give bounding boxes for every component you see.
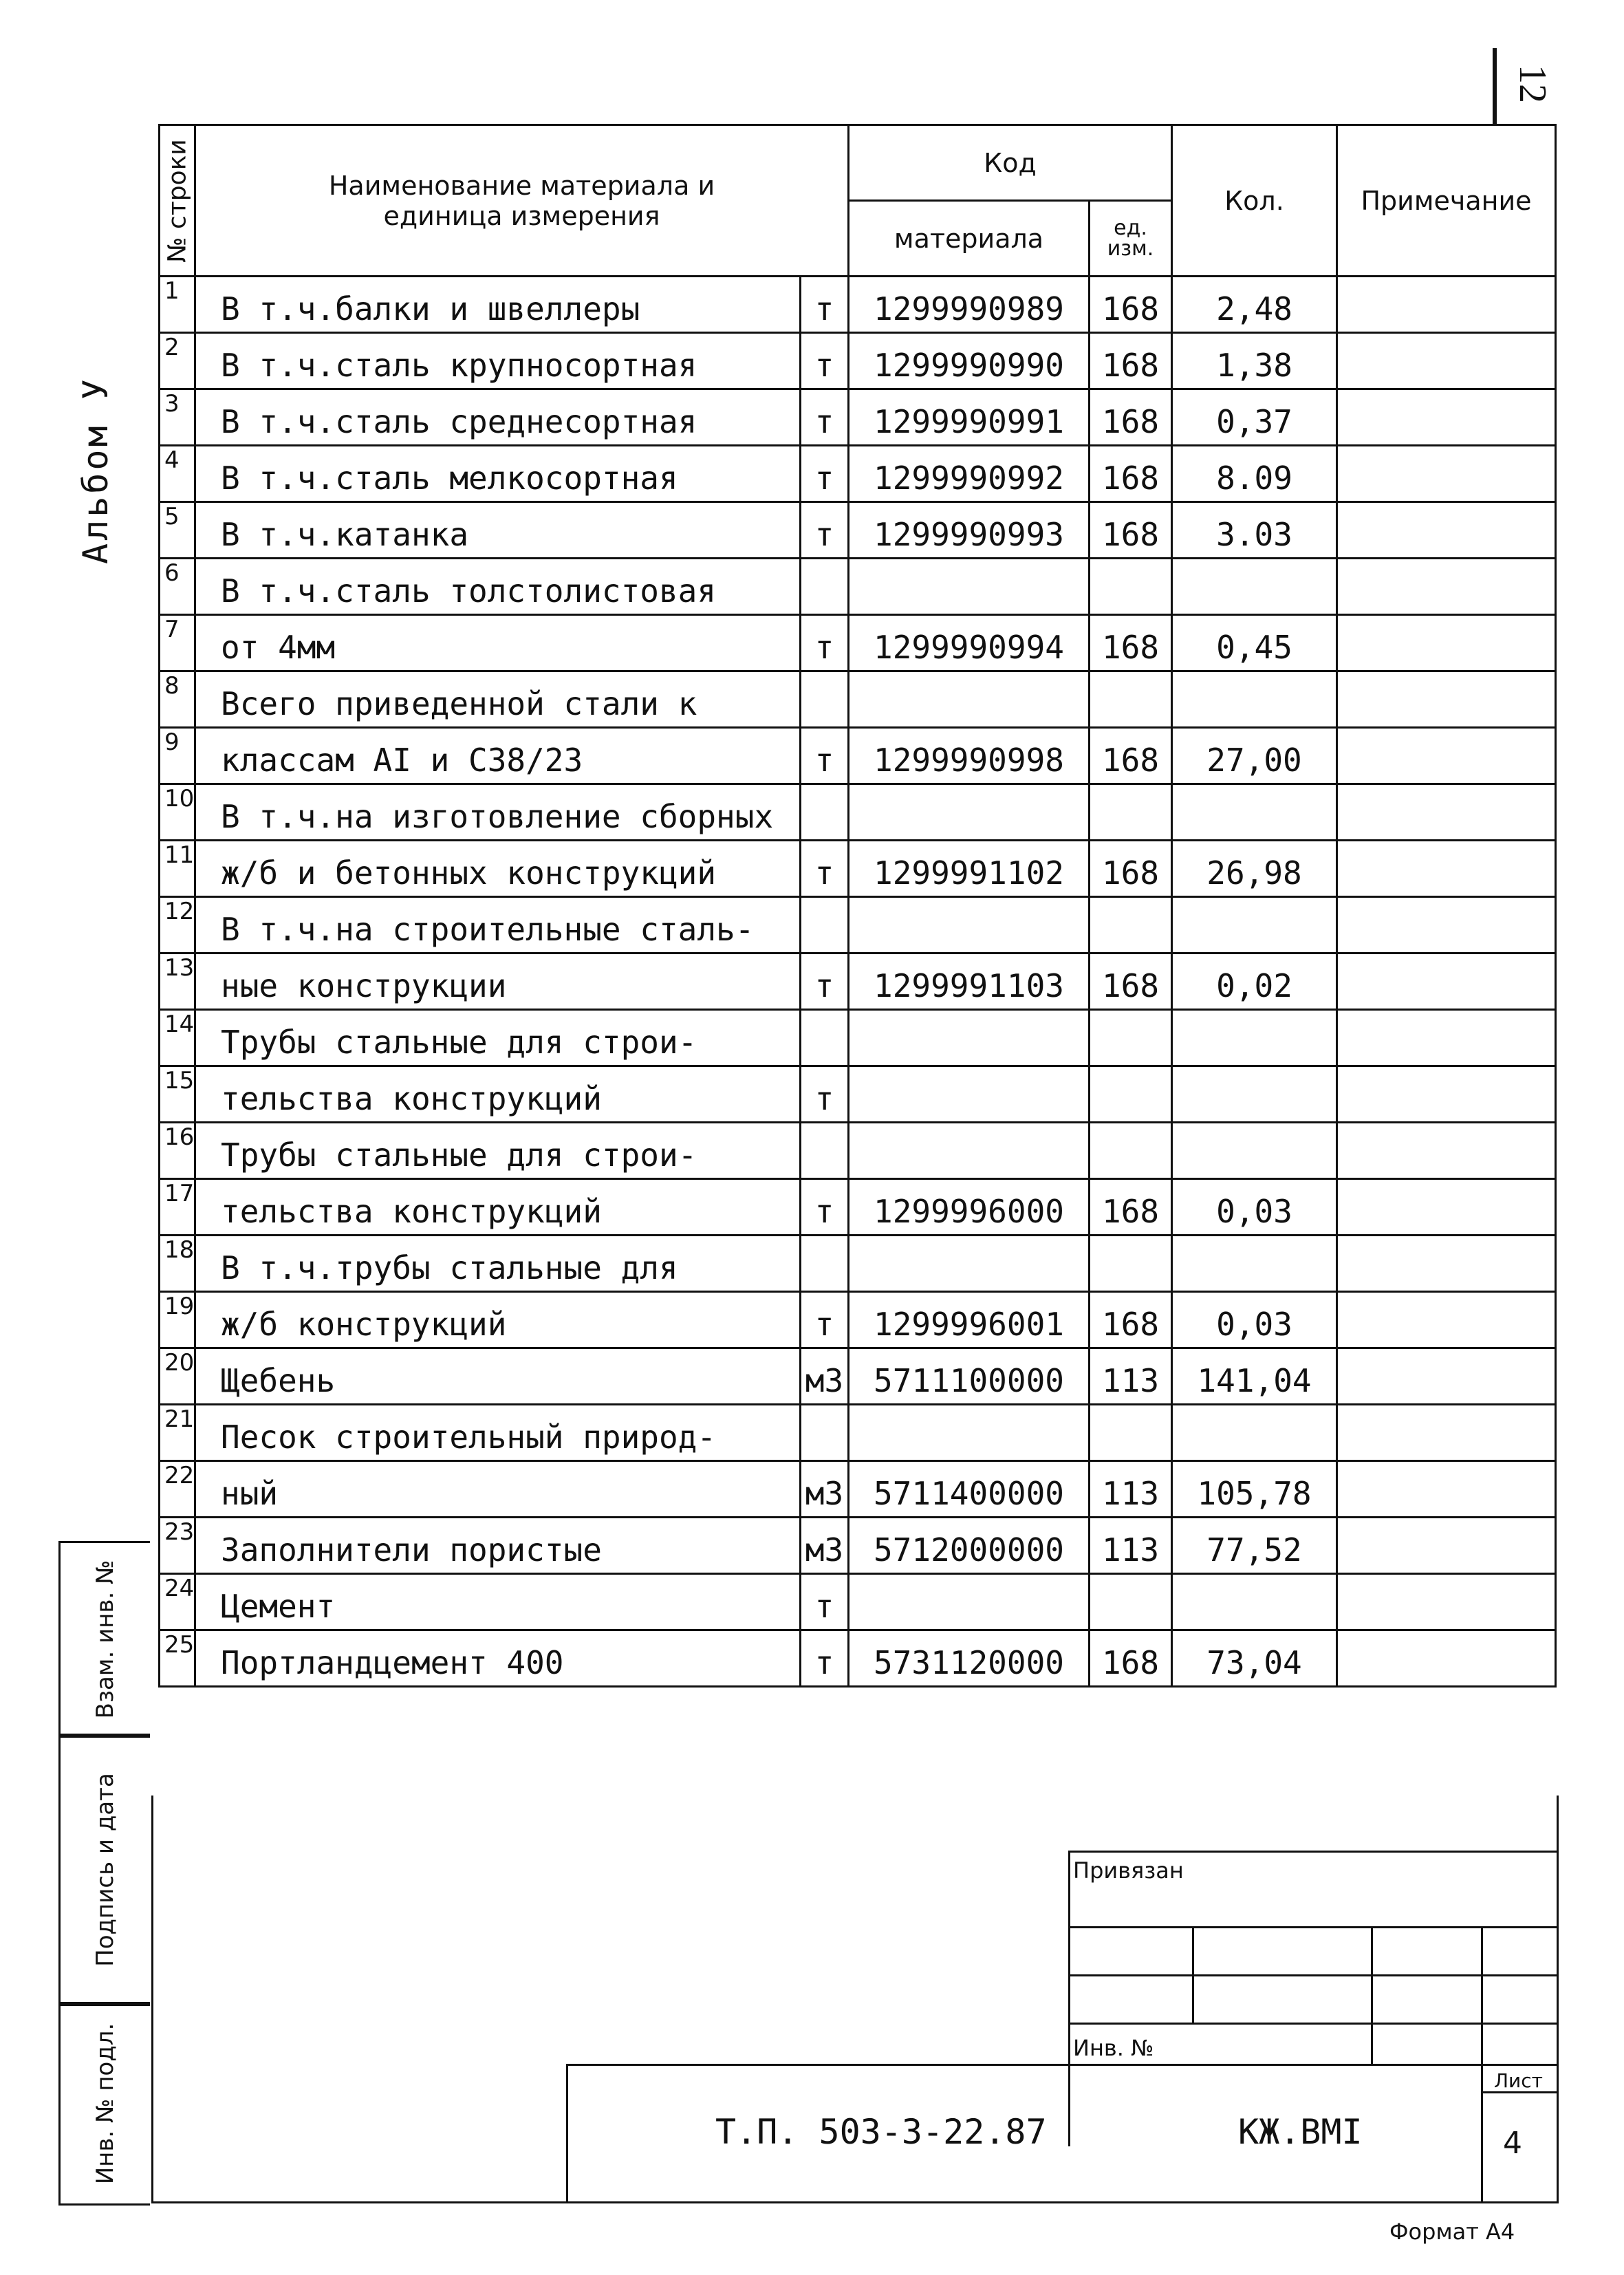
row-unit: т: [801, 953, 849, 1010]
row-unit: [801, 559, 849, 615]
row-unit: [801, 1010, 849, 1066]
row-material-code: [849, 1236, 1090, 1292]
materials-table: [158, 124, 1557, 1688]
row-unit: [801, 1405, 849, 1461]
table-row: [160, 671, 1556, 728]
row-number: 16: [160, 1123, 195, 1179]
row-quantity: 0,37: [1172, 389, 1337, 446]
row-note: [1337, 559, 1556, 615]
row-name: В т.ч.сталь среднесортная: [195, 389, 801, 446]
row-note: [1337, 333, 1556, 389]
row-name: ж/б конструкций: [195, 1292, 801, 1348]
row-name: от 4мм: [195, 615, 801, 671]
row-quantity: 77,52: [1172, 1518, 1337, 1574]
row-number: 1: [160, 277, 195, 333]
row-name: В т.ч.на изготовление сборных: [195, 784, 801, 841]
row-material-code: 1299990992: [849, 446, 1090, 502]
row-unit-code: [1090, 784, 1172, 841]
row-material-code: 1299990993: [849, 502, 1090, 559]
row-material-code: 1299996000: [849, 1179, 1090, 1236]
header-code: Код: [849, 125, 1172, 201]
row-unit: т: [801, 446, 849, 502]
table-row: [160, 1630, 1556, 1687]
row-number: 15: [160, 1066, 195, 1123]
row-unit-code: [1090, 671, 1172, 728]
row-name: ж/б и бетонных конструкций: [195, 841, 801, 897]
stamp-inv-no: Инв. №: [1073, 2035, 1154, 2061]
row-number: 6: [160, 559, 195, 615]
row-note: [1337, 389, 1556, 446]
table-row: [160, 1066, 1556, 1123]
header-unit-line2: изм.: [1107, 236, 1154, 261]
row-note: [1337, 897, 1556, 953]
row-material-code: 1299990991: [849, 389, 1090, 446]
row-material-code: 1299991103: [849, 953, 1090, 1010]
row-note: [1337, 277, 1556, 333]
row-number: 10: [160, 784, 195, 841]
stamp-privyazan: Привязан: [1073, 1857, 1184, 1884]
row-name: Заполнители пористые: [195, 1518, 801, 1574]
row-name: тельства конструкций: [195, 1066, 801, 1123]
header-unit-line1: ед.: [1114, 215, 1147, 240]
row-quantity: 26,98: [1172, 841, 1337, 897]
row-note: [1337, 841, 1556, 897]
row-note: [1337, 728, 1556, 784]
page-number: 12: [1511, 65, 1554, 103]
row-unit-code: 113: [1090, 1518, 1172, 1574]
row-material-code: 5711400000: [849, 1461, 1090, 1518]
row-note: [1337, 502, 1556, 559]
row-unit-code: [1090, 559, 1172, 615]
header-name: [195, 125, 849, 277]
row-material-code: [849, 1405, 1090, 1461]
row-unit-code: 168: [1090, 615, 1172, 671]
side-label-podpis: Подпись и дата: [91, 1773, 119, 1967]
header-row-top: [160, 125, 1556, 201]
row-note: [1337, 1518, 1556, 1574]
table-row: [160, 502, 1556, 559]
row-quantity: 0,03: [1172, 1292, 1337, 1348]
table-row: [160, 1010, 1556, 1066]
row-quantity: [1172, 1066, 1337, 1123]
row-material-code: [849, 1010, 1090, 1066]
row-note: [1337, 1292, 1556, 1348]
row-material-code: [849, 671, 1090, 728]
row-name: ный: [195, 1461, 801, 1518]
stamp-sheet-label: Лист: [1494, 2069, 1543, 2092]
row-note: [1337, 1123, 1556, 1179]
stamp-sheet-number: 4: [1503, 2126, 1522, 2161]
row-number: 21: [160, 1405, 195, 1461]
row-quantity: [1172, 1123, 1337, 1179]
row-material-code: [849, 1066, 1090, 1123]
row-material-code: 1299990989: [849, 277, 1090, 333]
row-unit-code: [1090, 897, 1172, 953]
table-row: [160, 559, 1556, 615]
table-row: [160, 1292, 1556, 1348]
row-material-code: 1299990998: [849, 728, 1090, 784]
row-unit-code: [1090, 1123, 1172, 1179]
row-number: 23: [160, 1518, 195, 1574]
row-quantity: 0,03: [1172, 1179, 1337, 1236]
stamp-document-number: Т.П. 503-3-22.87: [715, 2112, 1047, 2152]
row-material-code: 1299991102: [849, 841, 1090, 897]
row-name: ные конструкции: [195, 953, 801, 1010]
row-quantity: [1172, 1574, 1337, 1630]
header-unit: [1090, 201, 1172, 277]
table-row: [160, 1574, 1556, 1630]
table-row: [160, 333, 1556, 389]
row-name: В т.ч.сталь толстолистовая: [195, 559, 801, 615]
row-unit-code: 113: [1090, 1348, 1172, 1405]
row-name: Цемент: [195, 1574, 801, 1630]
row-unit-code: 168: [1090, 1179, 1172, 1236]
row-name: В т.ч.сталь крупносортная: [195, 333, 801, 389]
row-unit: т: [801, 728, 849, 784]
row-quantity: [1172, 671, 1337, 728]
row-quantity: [1172, 784, 1337, 841]
row-unit: т: [801, 389, 849, 446]
row-unit: м3: [801, 1518, 849, 1574]
row-unit-code: [1090, 1010, 1172, 1066]
row-name: Песок строительный природ-: [195, 1405, 801, 1461]
table-row: [160, 446, 1556, 502]
row-quantity: 2,48: [1172, 277, 1337, 333]
row-unit: т: [801, 615, 849, 671]
row-unit: м3: [801, 1461, 849, 1518]
row-quantity: 141,04: [1172, 1348, 1337, 1405]
header-name-line2: единица измерения: [383, 200, 660, 231]
row-unit-code: [1090, 1574, 1172, 1630]
row-unit: т: [801, 1574, 849, 1630]
table-row: [160, 1348, 1556, 1405]
row-unit-code: 168: [1090, 1630, 1172, 1687]
row-material-code: [849, 559, 1090, 615]
table-row: [160, 1123, 1556, 1179]
table-row: [160, 1179, 1556, 1236]
side-box-podpis: [58, 1734, 150, 2006]
row-unit: т: [801, 1066, 849, 1123]
stamp-document-code: КЖ.ВМI: [1238, 2112, 1363, 2152]
row-note: [1337, 1179, 1556, 1236]
table-row: [160, 615, 1556, 671]
row-number: 5: [160, 502, 195, 559]
row-number: 8: [160, 671, 195, 728]
row-unit: т: [801, 1630, 849, 1687]
row-quantity: 105,78: [1172, 1461, 1337, 1518]
table-row: [160, 784, 1556, 841]
row-number: 24: [160, 1574, 195, 1630]
row-name: В т.ч.сталь мелкосортная: [195, 446, 801, 502]
row-name: В т.ч.катанка: [195, 502, 801, 559]
row-unit-code: 168: [1090, 953, 1172, 1010]
row-quantity: [1172, 1405, 1337, 1461]
table-row: [160, 1405, 1556, 1461]
row-unit: [801, 1236, 849, 1292]
table-row: [160, 389, 1556, 446]
table-row: [160, 841, 1556, 897]
table-row: [160, 1236, 1556, 1292]
row-note: [1337, 1630, 1556, 1687]
row-material-code: [849, 1574, 1090, 1630]
row-note: [1337, 784, 1556, 841]
row-number: 2: [160, 333, 195, 389]
row-number: 13: [160, 953, 195, 1010]
row-quantity: 3.03: [1172, 502, 1337, 559]
row-name: Портландцемент 400: [195, 1630, 801, 1687]
row-number: 17: [160, 1179, 195, 1236]
table-row: [160, 277, 1556, 333]
table-row: [160, 728, 1556, 784]
header-qty: Кол.: [1172, 125, 1337, 277]
table-body: [160, 277, 1556, 1687]
row-material-code: 1299996001: [849, 1292, 1090, 1348]
row-name: классам АI и С38/23: [195, 728, 801, 784]
row-material-code: [849, 897, 1090, 953]
table-row: [160, 1518, 1556, 1574]
row-name: В т.ч.на строительные сталь-: [195, 897, 801, 953]
row-name: В т.ч.трубы стальные для: [195, 1236, 801, 1292]
album-label: Альбом У: [76, 376, 116, 564]
row-unit-code: 168: [1090, 446, 1172, 502]
row-material-code: [849, 1123, 1090, 1179]
row-unit-code: 168: [1090, 728, 1172, 784]
row-number: 4: [160, 446, 195, 502]
row-unit: [801, 1123, 849, 1179]
row-material-code: 1299990990: [849, 333, 1090, 389]
row-unit: м3: [801, 1348, 849, 1405]
row-quantity: [1172, 1236, 1337, 1292]
row-number: 11: [160, 841, 195, 897]
row-material-code: 5712000000: [849, 1518, 1090, 1574]
row-note: [1337, 1405, 1556, 1461]
row-name: Трубы стальные для строи-: [195, 1010, 801, 1066]
row-number: 3: [160, 389, 195, 446]
row-note: [1337, 1010, 1556, 1066]
row-name: тельства конструкций: [195, 1179, 801, 1236]
row-quantity: 8.09: [1172, 446, 1337, 502]
row-unit: т: [801, 1292, 849, 1348]
row-unit-code: 168: [1090, 333, 1172, 389]
format-label: Формат А4: [1389, 2219, 1515, 2245]
row-unit-code: 168: [1090, 389, 1172, 446]
table-row: [160, 953, 1556, 1010]
row-unit: т: [801, 841, 849, 897]
row-unit-code: [1090, 1236, 1172, 1292]
row-unit-code: 168: [1090, 502, 1172, 559]
row-number: 20: [160, 1348, 195, 1405]
row-quantity: [1172, 559, 1337, 615]
row-unit: т: [801, 1179, 849, 1236]
row-name: Трубы стальные для строи-: [195, 1123, 801, 1179]
row-quantity: 1,38: [1172, 333, 1337, 389]
row-unit-code: [1090, 1066, 1172, 1123]
row-name: Всего приведенной стали к: [195, 671, 801, 728]
row-number: 25: [160, 1630, 195, 1687]
row-note: [1337, 1461, 1556, 1518]
row-note: [1337, 615, 1556, 671]
header-name-line1: Наименование материала и: [328, 170, 715, 201]
row-note: [1337, 953, 1556, 1010]
row-number: 22: [160, 1461, 195, 1518]
row-unit: [801, 784, 849, 841]
row-quantity: [1172, 1010, 1337, 1066]
row-number: 12: [160, 897, 195, 953]
row-unit-code: 168: [1090, 841, 1172, 897]
row-note: [1337, 446, 1556, 502]
header-material: материала: [849, 201, 1090, 277]
table-row: [160, 1461, 1556, 1518]
row-unit: [801, 671, 849, 728]
side-label-vzam: Взам. инв. №: [91, 1560, 119, 1719]
row-note: [1337, 1066, 1556, 1123]
row-quantity: 0,45: [1172, 615, 1337, 671]
row-material-code: 1299990994: [849, 615, 1090, 671]
row-number: 9: [160, 728, 195, 784]
row-number: 18: [160, 1236, 195, 1292]
side-box-inv-podl: [58, 2002, 150, 2206]
row-quantity: 0,02: [1172, 953, 1337, 1010]
row-unit-code: 113: [1090, 1461, 1172, 1518]
row-note: [1337, 1574, 1556, 1630]
side-box-vzam: [58, 1541, 150, 1738]
row-unit-code: 168: [1090, 277, 1172, 333]
row-note: [1337, 1348, 1556, 1405]
row-unit-code: 168: [1090, 1292, 1172, 1348]
table-row: [160, 897, 1556, 953]
row-number: 19: [160, 1292, 195, 1348]
row-name: Щебень: [195, 1348, 801, 1405]
row-quantity: 73,04: [1172, 1630, 1337, 1687]
row-unit: [801, 897, 849, 953]
header-row-no: № строки: [160, 125, 195, 277]
row-number: 14: [160, 1010, 195, 1066]
row-number: 7: [160, 615, 195, 671]
row-unit: т: [801, 333, 849, 389]
row-note: [1337, 1236, 1556, 1292]
row-material-code: [849, 784, 1090, 841]
side-label-inv-podl: Инв. № подл.: [91, 2023, 119, 2185]
row-note: [1337, 671, 1556, 728]
row-unit: т: [801, 502, 849, 559]
row-unit-code: [1090, 1405, 1172, 1461]
row-name: В т.ч.балки и швеллеры: [195, 277, 801, 333]
row-quantity: 27,00: [1172, 728, 1337, 784]
header-note: Примечание: [1337, 125, 1556, 277]
row-material-code: 5731120000: [849, 1630, 1090, 1687]
row-unit: т: [801, 277, 849, 333]
row-material-code: 5711100000: [849, 1348, 1090, 1405]
page-corner-mark: [1493, 48, 1497, 124]
row-quantity: [1172, 897, 1337, 953]
